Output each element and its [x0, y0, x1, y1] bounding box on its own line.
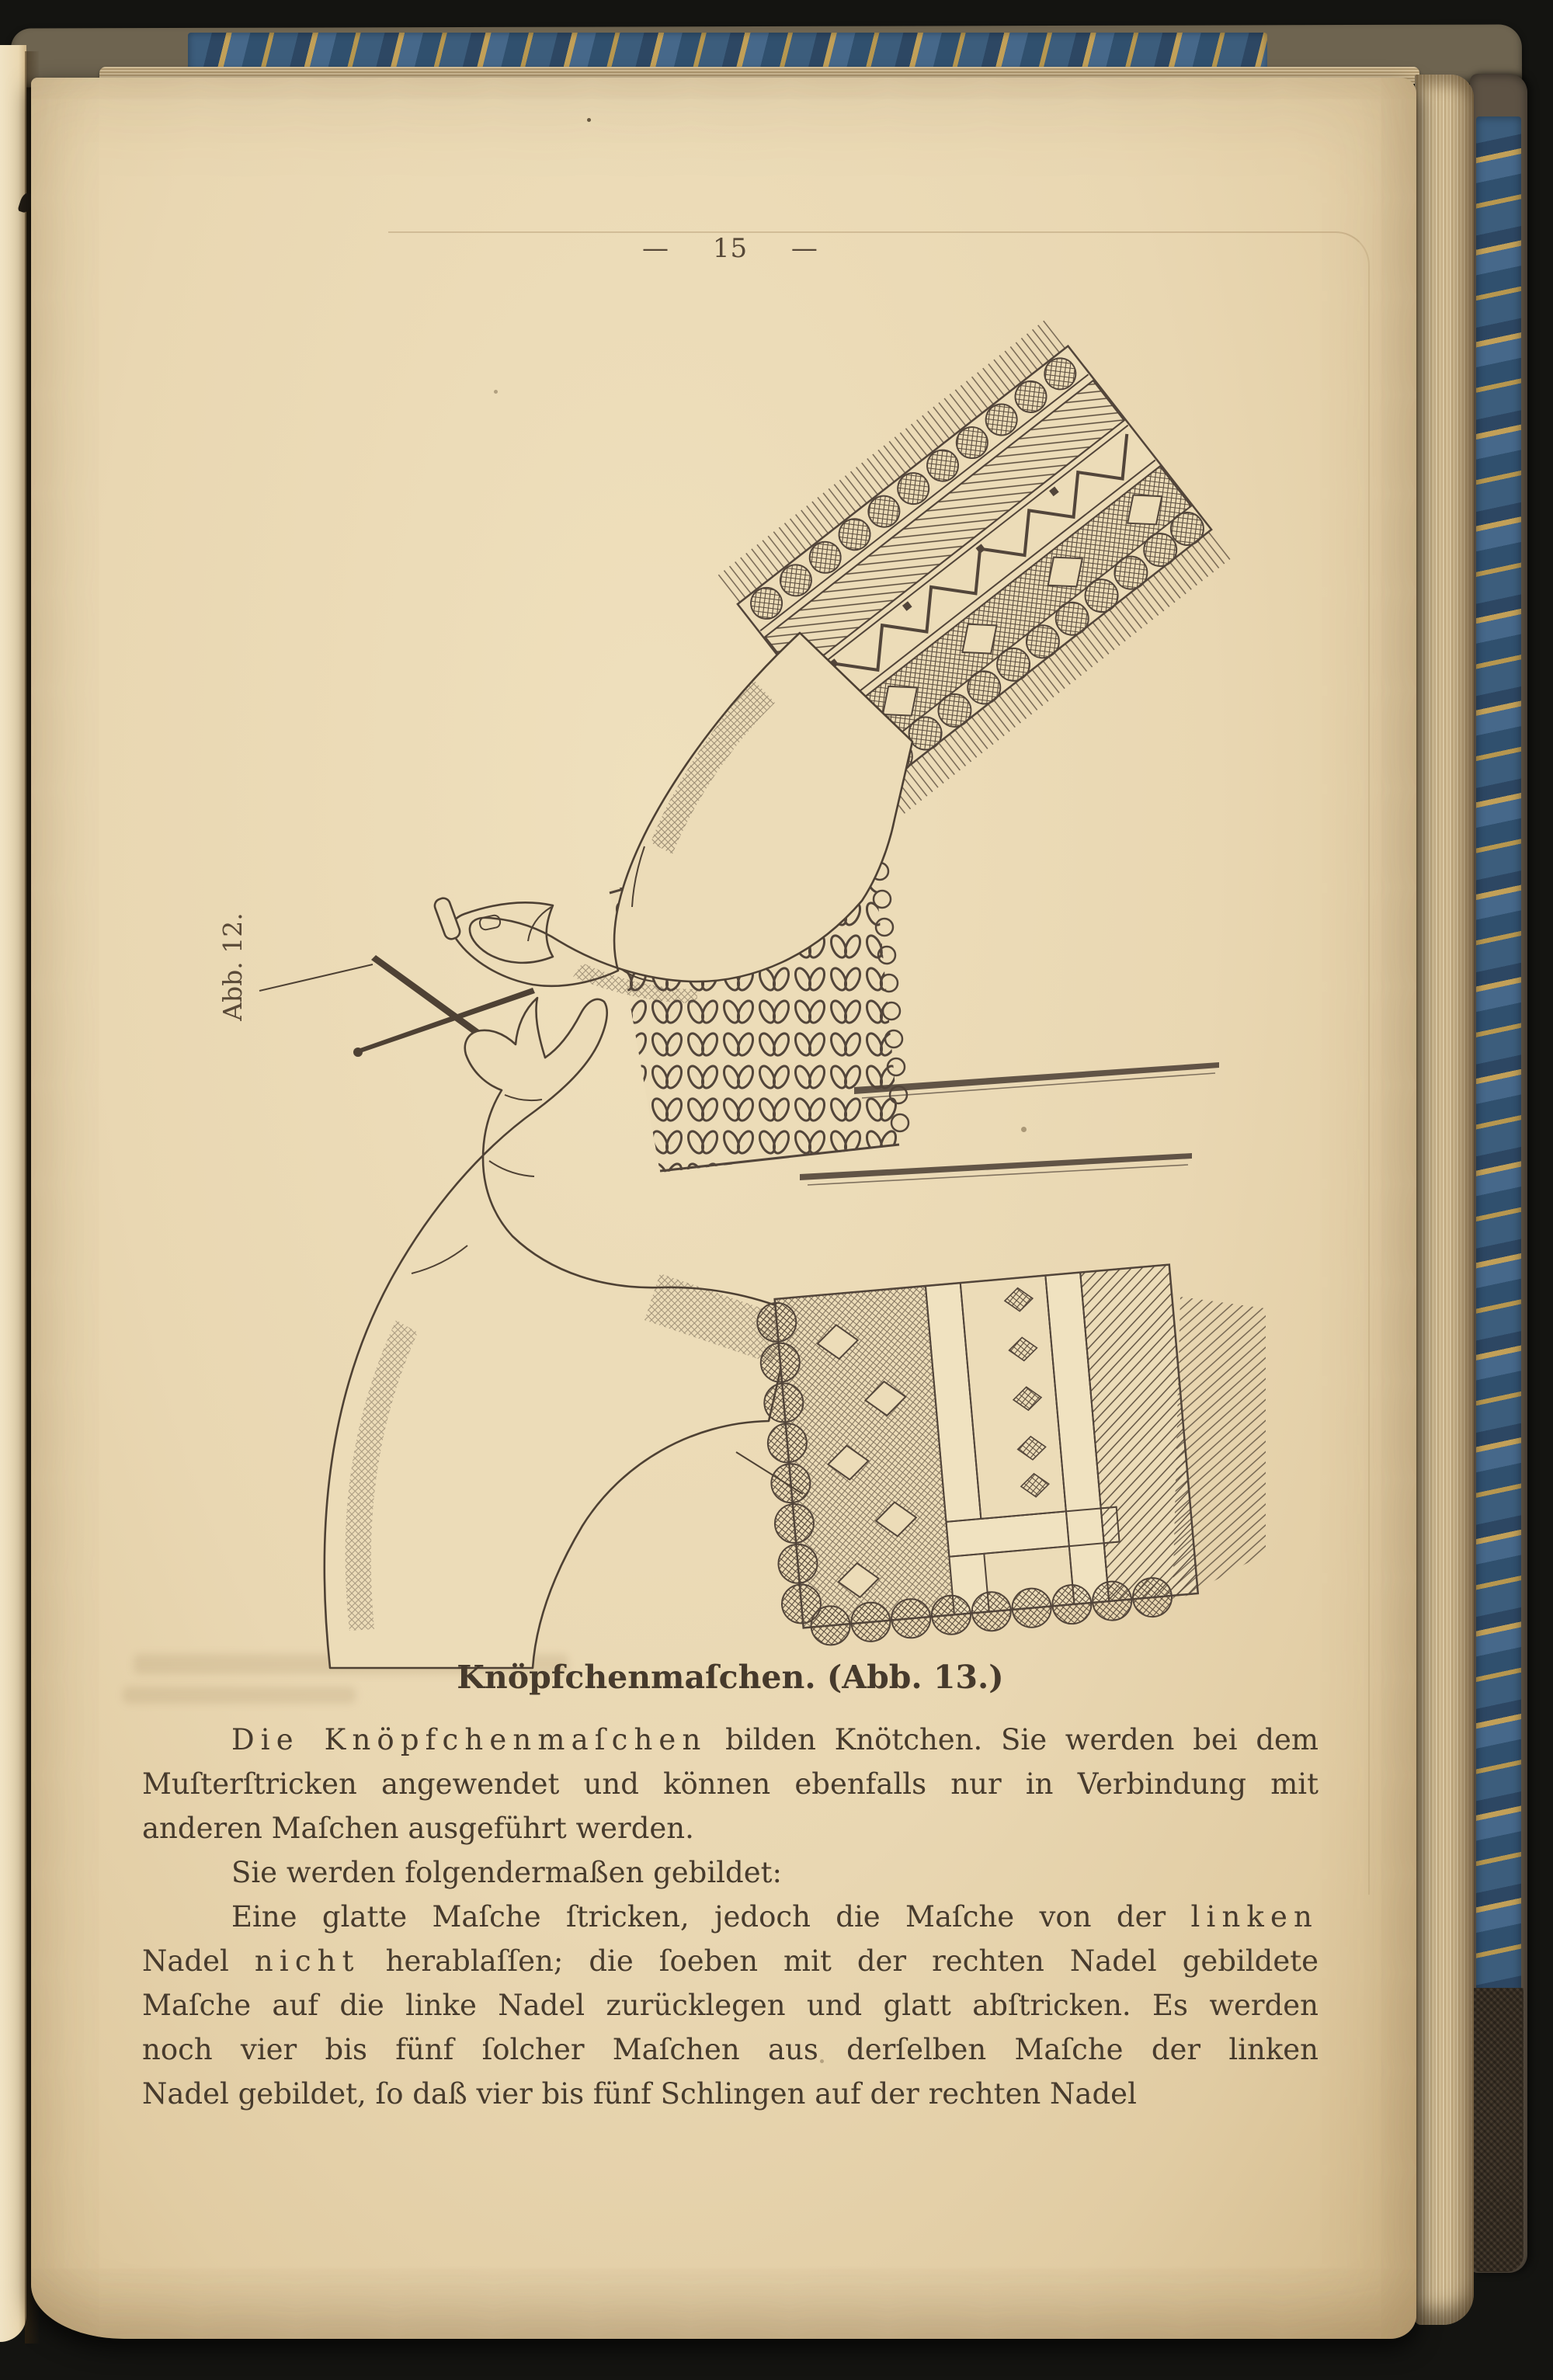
marbled-paper-right: [1476, 116, 1521, 2003]
paragraph: [142, 1895, 1318, 2116]
paragraph: [142, 1718, 1318, 1850]
paragraph: [142, 1850, 1318, 1895]
text-line: [142, 1850, 1318, 1895]
text-line: [142, 2072, 1318, 2116]
text-segment: Nadel gebildet, ſo daß vier bis fünf Schlingen auf der rechten Nadel: [142, 2077, 1137, 2111]
ink-speck: [587, 118, 591, 122]
worn-cover-fabric: [1472, 1988, 1523, 2272]
figure-label: Abb. 12.: [217, 912, 248, 1021]
section-heading: Knöpfchenmaſchen. (Abb. 13.): [457, 1659, 1004, 1696]
emphasized-text: linken: [1190, 1900, 1318, 1934]
emphasized-text: nicht: [254, 1944, 360, 1978]
text-line: [142, 1806, 1318, 1850]
book-page: [31, 78, 1416, 2339]
text-segment: noch vier bis fünf ſolcher Maſchen aus derſelben Maſche der linken: [142, 2033, 1318, 2066]
text-segment: Eine glatte Maſche ſtricken, jedoch die Maſche von der: [231, 1900, 1191, 1934]
text-line: [142, 1983, 1318, 2027]
text-line: [142, 1718, 1318, 1762]
text-segment: herablaſſen; die ſoeben mit der rechten Nadel gebildete: [360, 1944, 1318, 1978]
facing-page-sliver: [0, 45, 26, 2342]
text-segment: Sie werden folgendermaßen gebildet:: [231, 1856, 782, 1889]
body-text: [142, 1718, 1318, 2116]
text-line: [142, 2027, 1318, 2072]
knitting-hands-illustration: [256, 311, 1266, 1669]
page-number: — 15 —: [642, 233, 818, 264]
text-segment: Nadel: [142, 1944, 255, 1978]
text-line: [142, 1762, 1318, 1806]
text-segment: Maſche auf die linke Nadel zurücklegen und glatt abſtricken. Es werden: [142, 1989, 1318, 2022]
text-line: [142, 1895, 1318, 1939]
text-segment: bilden Knötchen. Sie werden bei dem: [707, 1723, 1318, 1756]
text-segment: anderen Maſchen ausgeführt werden.: [142, 1812, 694, 1845]
text-line: [142, 1939, 1318, 1983]
emphasized-text: Die Knöpfchenmaſchen: [231, 1723, 707, 1756]
page-stack-right-edge: [1415, 75, 1474, 2325]
text-segment: Muſterſtricken angewendet und können ebenfalls nur in Verbindung mit: [142, 1767, 1318, 1801]
